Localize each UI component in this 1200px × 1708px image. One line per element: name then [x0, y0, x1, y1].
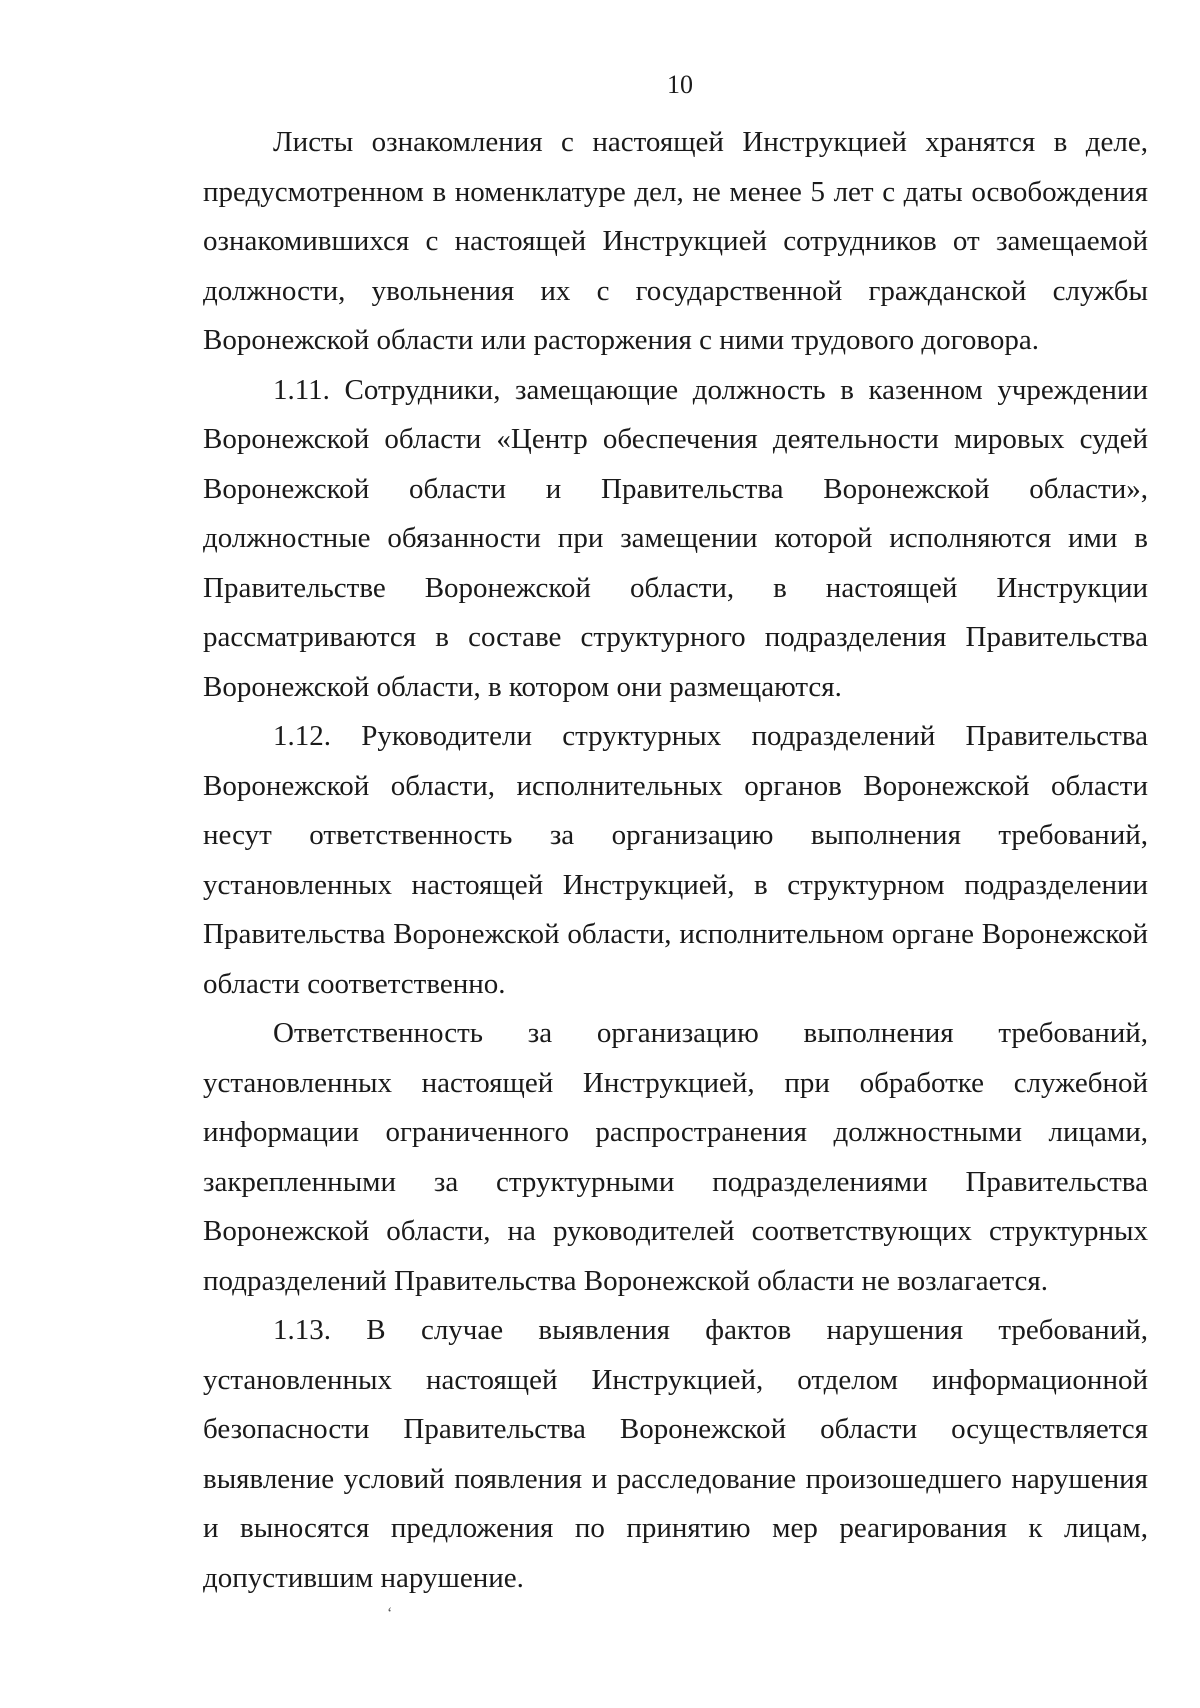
- stray-mark: ‘: [387, 1605, 393, 1622]
- page-number: 10: [667, 70, 693, 99]
- paragraph-1-12: 1.12. Руководители структурных подразделений Правительства Воронежской области, исполнительных органов Воронежской области несут ответственность за организацию выполнения требований, установленных настоящей Инструкцией, в структурном подразделении Правительства Воронежской области, исполнительном органе Воронежской области соответственно.: [203, 720, 1148, 1000]
- document-body: [203, 118, 1148, 1603]
- paragraph-1-11: 1.11. Сотрудники, замещающие должность в казенном учреждении Воронежской области «Центр обеспечения деятельности мировых судей Воронежской области и Правительства Воронежской области», должностные обязанности при замещении которой исполняются ими в Правительстве Воронежской области, в настоящей Инструкции рассматриваются в составе структурного подразделения Правительства Воронежской области, в котором они размещаются.: [203, 373, 1148, 703]
- paragraph-1-13: 1.13. В случае выявления фактов нарушения требований, установленных настоящей Инструкцией, отделом информационной безопасности Правительства Воронежской области осуществляется выявление условий появления и расследование произошедшего нарушения и выносятся предложения по принятию мер реагирования к лицам, допустившим нарушение.: [203, 1314, 1148, 1594]
- paragraph-responsibility: Ответственность за организацию выполнения требований, установленных настоящей Инструкцией, при обработке служебной информации ограниченного распространения должностными лицами, закрепленными за структурными подразделениями Правительства Воронежской области, на руководителей соответствующих структурных подразделений Правительства Воронежской области не возлагается.: [203, 1017, 1148, 1297]
- paragraph-acquaintance-sheets: Листы ознакомления с настоящей Инструкцией хранятся в деле, предусмотренном в номенклатуре дел, не менее 5 лет с даты освобождения ознакомившихся с настоящей Инструкцией сотрудников от замещаемой должности, увольнения их с государственной гражданской службы Воронежской области или расторжения с ними трудового договора.: [203, 126, 1148, 356]
